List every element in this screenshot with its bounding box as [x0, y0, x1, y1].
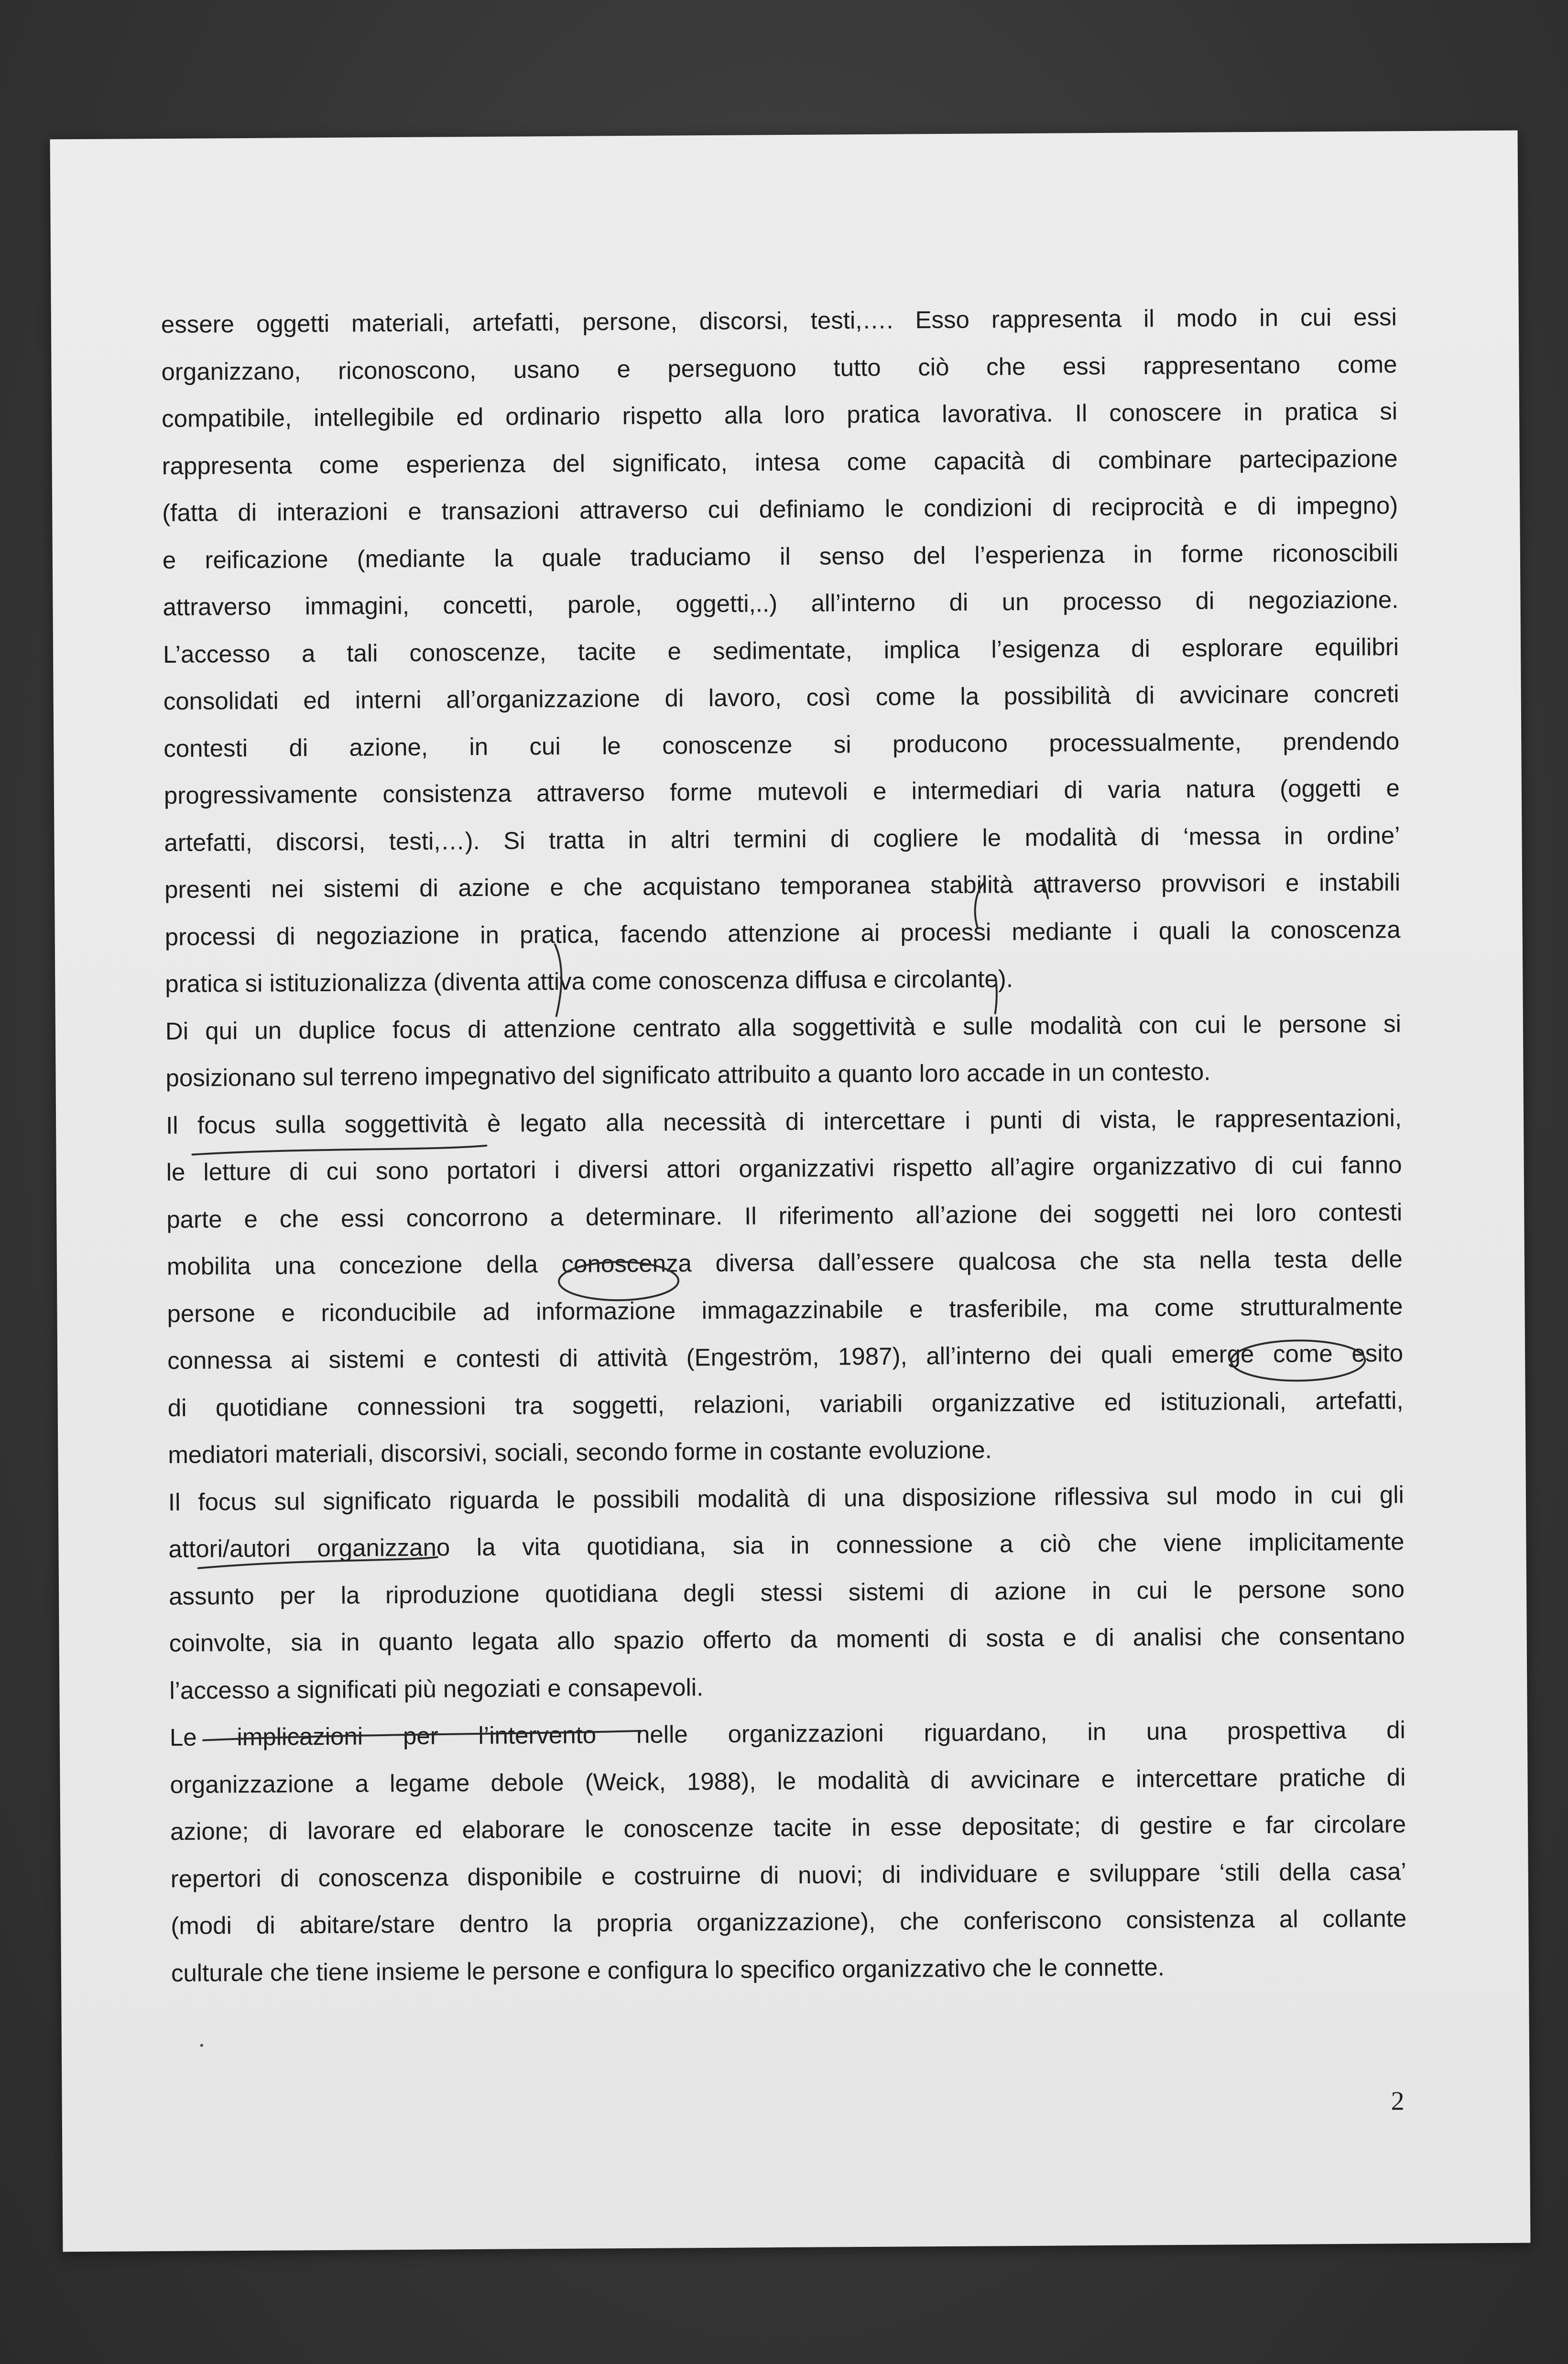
text-line: Il focus sul significato riguarda le possibili modalità di una disposizione riflessiva sul modo in cui gli	[168, 1480, 1405, 1516]
text-line: consolidati ed interni all’organizzazione di lavoro, così come la possibilità di avvicinare concreti	[163, 680, 1399, 715]
text-line: parte e che essi concorrono a determinare. Il riferimento all’azione dei soggetti nei loro contesti	[166, 1198, 1403, 1233]
text-line: (modi di abitare/stare dentro la propria organizzazione), che conferiscono consistenza al collante	[171, 1904, 1407, 1939]
text-line: (fatta di interazioni e transazioni attraverso cui definiamo le condizioni di reciprocità e di impegno)	[162, 492, 1398, 526]
text-line: azione; di lavorare ed elaborare le conoscenze tacite in esse depositate; di gestire e far circolare	[170, 1810, 1406, 1845]
text-line: processi di negoziazione in pratica, facendo attenzione ai processi mediante i quali la conoscenza	[164, 915, 1401, 951]
text-line: assunto per la riproduzione quotidiana degli stessi sistemi di azione in cui le persone sono	[168, 1575, 1405, 1610]
text-line: attori/autori organizzano la vita quotidiana, sia in connessione a ciò che viene implicitamente	[168, 1528, 1405, 1563]
text-line: culturale che tiene insieme le persone e configura lo specifico organizzativo che le connette.	[171, 1953, 1165, 1987]
text-line: le letture di cui sono portatori i diversi attori organizzativi rispetto all’agire organizzativo di cui fanno	[166, 1151, 1402, 1186]
text-line: l’accesso a significati più negoziati e consapevoli.	[169, 1673, 704, 1704]
text-line: L’accesso a tali conoscenze, tacite e sedimentate, implica l’esigenza di esplorare equilibri	[163, 633, 1399, 668]
text-line: posizionano sul terreno impegnativo del significato attribuito a quanto loro accade in un contesto.	[165, 1058, 1211, 1092]
text-line: persone e riconducibile ad informazione immagazzinabile e trasferibile, ma come strutturalmente	[167, 1292, 1403, 1327]
text-line: di quotidiane connessioni tra soggetti, relazioni, variabili organizzative ed istituzionali, artefatti,	[167, 1386, 1404, 1422]
text-line: connessa ai sistemi e contesti di attività (Engeström, 1987), all’interno dei quali emerge come esito	[167, 1339, 1404, 1374]
text-line: artefatti, discorsi, testi,…). Si tratta in altri termini di cogliere le modalità di ‘messa in ordine’	[164, 821, 1400, 856]
text-line: pratica si istituzionalizza (diventa attiva come conoscenza diffusa e circolante).	[165, 965, 1013, 997]
text-line: Il focus sulla soggettività è legato alla necessità di intercettare i punti di vista, le rappresentazioni,	[165, 1104, 1402, 1139]
text-line: presenti nei sistemi di azione e che acquistano temporanea stabilità attraverso provvisori e instabili	[164, 868, 1401, 903]
text-line: essere oggetti materiali, artefatti, persone, discorsi, testi,…. Esso rappresenta il modo in cui essi	[161, 303, 1397, 339]
text-line: attraverso immagini, concetti, parole, oggetti,..) all’interno di un processo di negoziazione.	[163, 586, 1399, 621]
text-line: Di qui un duplice focus di attenzione centrato alla soggettività e sulle modalità con cui le persone si	[165, 1009, 1402, 1045]
text-line: compatibile, intellegibile ed ordinario rispetto alla loro pratica lavorativa. Il conoscere in pratica si	[161, 397, 1398, 433]
text-line: progressivamente consistenza attraverso forme mutevoli e intermediari di varia natura (oggetti e	[163, 774, 1400, 809]
text-line: contesti di azione, in cui le conoscenze si producono processualmente, prendendo	[163, 727, 1400, 762]
text-line: mediatori materiali, discorsivi, sociali, secondo forme in costante evoluzione.	[168, 1436, 992, 1468]
text-line: mobilita una concezione della conoscenza diversa dall’essere qualcosa che sta nella testa delle	[166, 1245, 1403, 1280]
stray-ink-dot	[200, 2044, 203, 2047]
body-text	[161, 294, 1407, 1997]
text-line: organizzano, riconoscono, usano e perseguono tutto ciò che essi rappresentano come	[161, 350, 1397, 385]
paper-sheet	[50, 131, 1531, 2252]
text-line: rappresenta come esperienza del significato, intesa come capacità di combinare partecipazione	[162, 444, 1398, 480]
text-line: Le implicazioni per l’intervento nelle organizzazioni riguardano, in una prospettiva di	[169, 1716, 1406, 1751]
text-line: repertori di conoscenza disponibile e costruirne di nuovi; di individuare e sviluppare ‘stili della casa’	[170, 1857, 1406, 1893]
text-line: coinvolte, sia in quanto legata allo spazio offerto da momenti di sosta e di analisi che consentano	[169, 1622, 1405, 1657]
text-line: organizzazione a legame debole (Weick, 1988), le modalità di avvicinare e intercettare pratiche di	[170, 1763, 1406, 1798]
text-line: e reificazione (mediante la quale traduciamo il senso del l’esperienza in forme riconoscibili	[162, 538, 1399, 574]
page-number: 2	[1391, 2086, 1405, 2116]
